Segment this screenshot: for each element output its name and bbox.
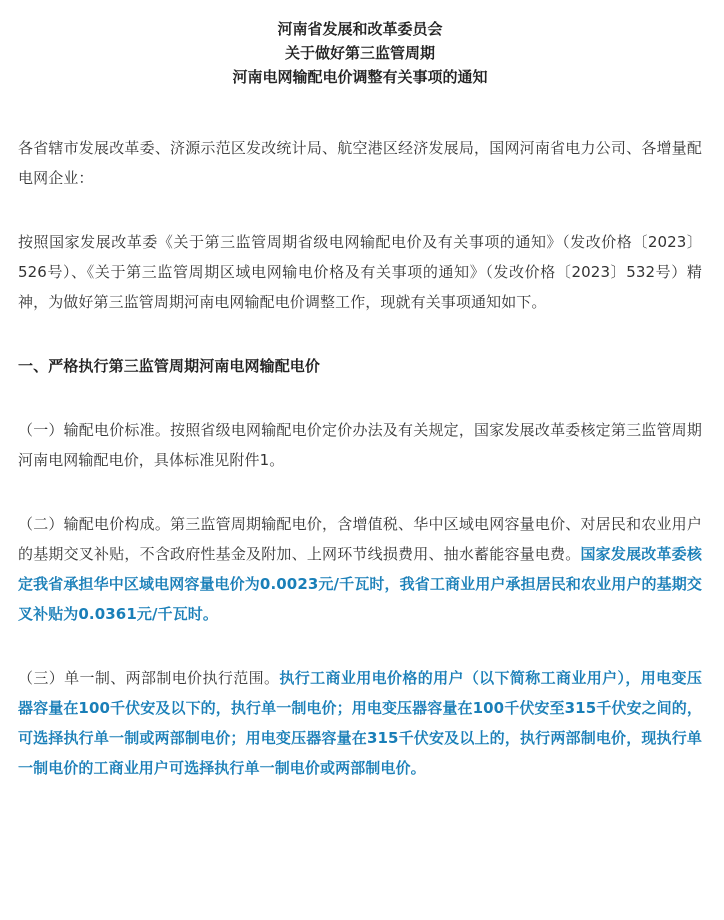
title-line-3: 河南电网输配电价调整有关事项的通知	[232, 68, 488, 86]
item-3-highlight: 执行工商业用电价格的用户（以下简称工商业用户），用电变压器容量在100千伏安及以下的，执行单一制电价；用电变压器容量在100千伏安至315千伏安之间的，可选择执行单一制或两部制电价；用电变压器容量在315千伏安及以上的，执行两部制电价，现执行单一制电价的工商业用户可选择执行单一制电价或两部制电价。	[18, 669, 703, 777]
title-line-2: 关于做好第三监管周期	[284, 44, 435, 62]
title-line-1: 河南省发展和改革委员会	[277, 20, 443, 38]
item-2-paragraph	[18, 509, 702, 629]
section-1-heading: 一、严格执行第三监管周期河南电网输配电价	[18, 357, 321, 375]
item-3-text: （三）单一制、两部制电价执行范围。	[18, 669, 280, 687]
intro-paragraph: 按照国家发展改革委《关于第三监管周期省级电网输配电价及有关事项的通知》（发改价格〔2023〕526号）、《关于第三监管周期区域电网输电价格及有关事项的通知》（发改价格〔2023〕532号）精神，为做好第三监管周期河南电网输配电价调整工作，现就有关事项通知如下。	[18, 233, 702, 311]
item-2-highlight: 国家发展改革委核定我省承担华中区域电网容量电价为0.0023元/千瓦时，我省工商业用户承担居民和农业用户的基期交叉补贴为0.0361元/千瓦时。	[18, 545, 702, 623]
item-3-paragraph	[18, 663, 702, 783]
salutation-paragraph: 各省辖市发展改革委、济源示范区发改统计局、航空港区经济发展局，国网河南省电力公司、各增量配电网企业：	[18, 139, 702, 187]
item-2-text: （二）输配电价构成。第三监管周期输配电价，含增值税、华中区域电网容量电价、对居民和农业用户的基期交叉补贴，不含政府性基金及附加、上网环节线损费用、抽水蓄能容量电费。	[18, 515, 702, 563]
document-title	[18, 0, 702, 89]
item-1-paragraph: （一）输配电价标准。按照省级电网输配电价定价办法及有关规定，国家发展改革委核定第三监管周期河南电网输配电价，具体标准见附件1。	[18, 421, 702, 469]
